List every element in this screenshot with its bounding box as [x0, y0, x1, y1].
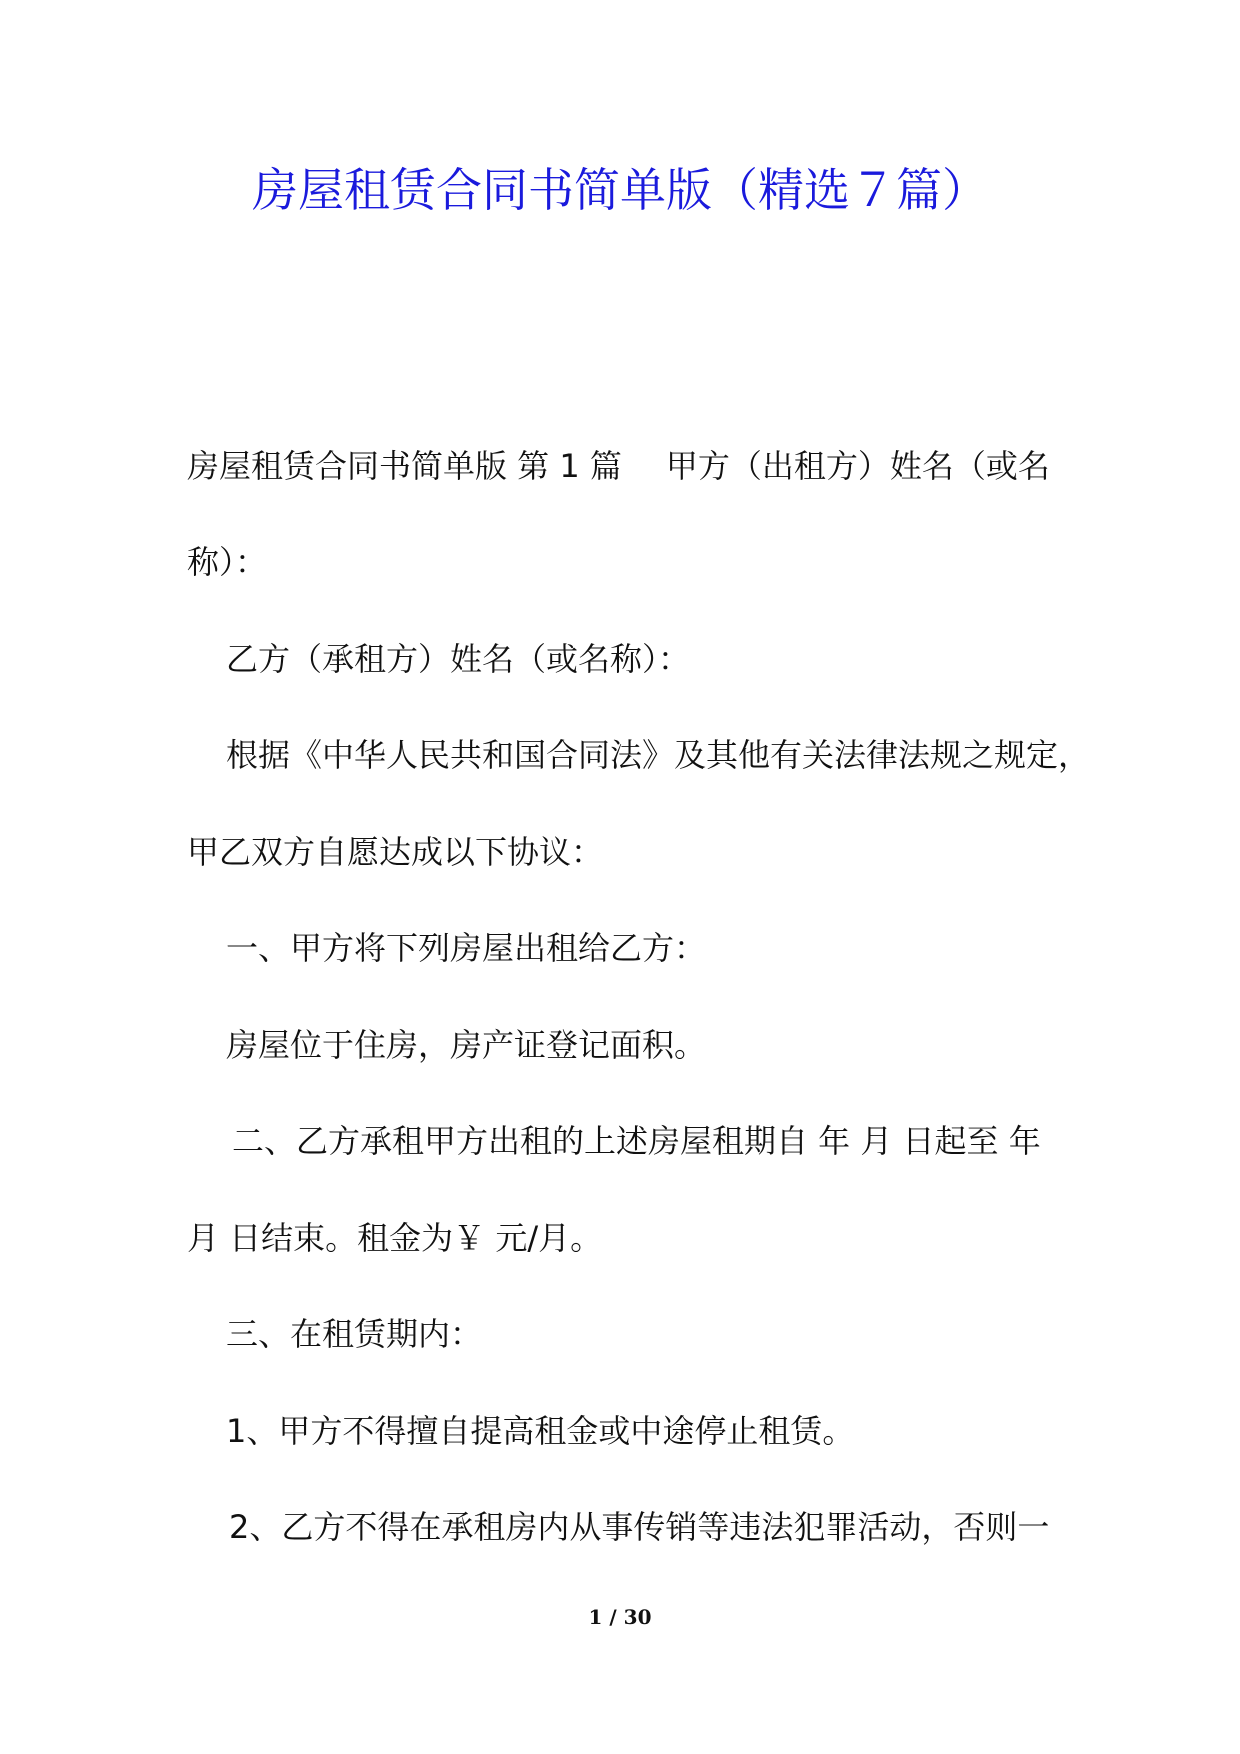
- clause-three-item-1: 1、甲方不得擅自提高租金或中途停止租赁。: [226, 1412, 855, 1450]
- party-a-label: 甲方（出租方）姓名（或名: [665, 447, 1050, 485]
- page-number: 1 / 30: [588, 1605, 652, 1629]
- clause-three-item-2: 2、乙方不得在承租房内从事传销等违法犯罪活动，否则一: [229, 1508, 1050, 1546]
- clause-one: 一、甲方将下列房屋出租给乙方：: [226, 929, 707, 967]
- paragraph-line: 月 日结束。租金为￥ 元/月。: [187, 1219, 603, 1257]
- legal-basis-line: 根据《中华人民共和国合同法》及其他有关法律法规之规定，: [226, 736, 1091, 774]
- document-title: 房屋租赁合同书简单版（精选７篇）: [252, 163, 988, 217]
- clause-three: 三、在租赁期内：: [226, 1315, 483, 1353]
- paragraph-line: 甲乙双方自愿达成以下协议：: [187, 833, 604, 871]
- clause-one-detail: 房屋位于住房，房产证登记面积。: [226, 1026, 707, 1064]
- clause-two: 二、乙方承租甲方出租的上述房屋租期自 年 月 日起至 年: [232, 1122, 1041, 1160]
- paragraph-line: [187, 444, 1050, 488]
- paragraph-line: 称）：: [187, 543, 268, 581]
- party-b-line: 乙方（承租方）姓名（或名称）：: [226, 640, 691, 678]
- section-heading: 房屋租赁合同书简单版 第 1 篇: [187, 447, 622, 485]
